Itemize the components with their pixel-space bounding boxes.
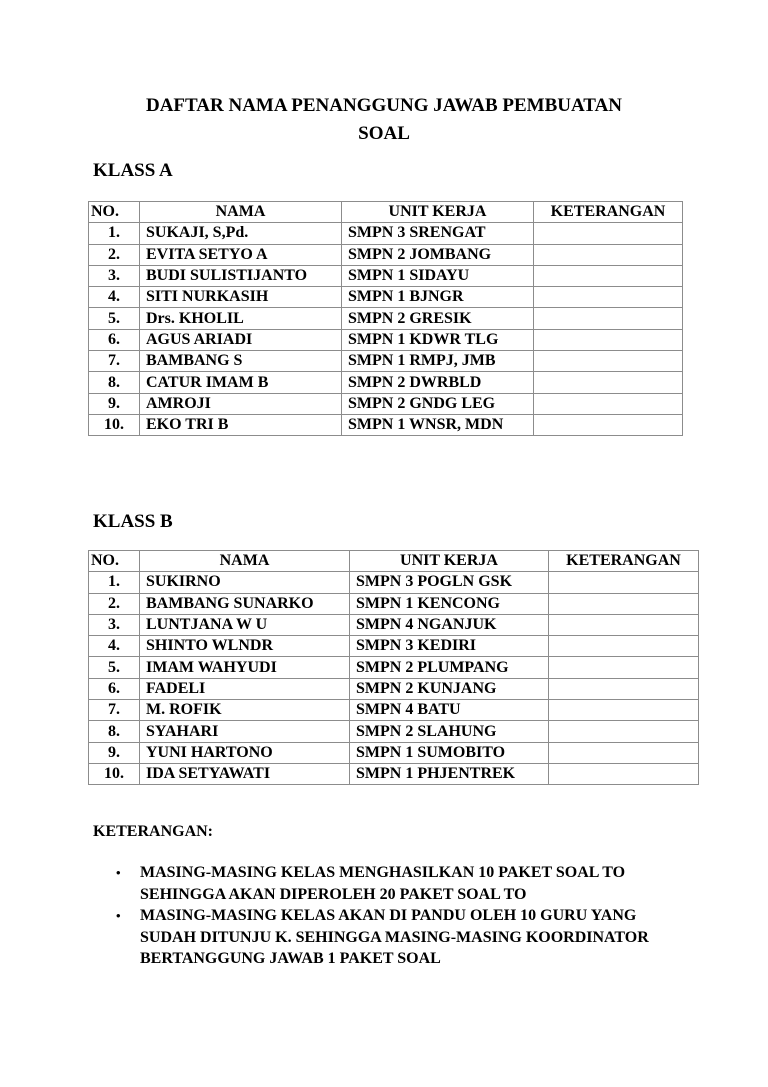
list-item-text: MASING-MASING KELAS AKAN DI PANDU OLEH 10 GURU YANG SUDAH DITUNJU K. SEHINGGA MASING-MASING KOORDINATOR BERTANGGUNG JAWAB 1 PAKET SOAL <box>140 907 649 967</box>
cell-nama: SYAHARI <box>140 721 350 742</box>
table-row <box>89 700 699 721</box>
page-title <box>100 92 668 148</box>
cell-keterangan <box>534 308 683 329</box>
table-row <box>89 572 699 593</box>
cell-unit-kerja: SMPN 1 SIDAYU <box>342 265 534 286</box>
cell-no: 2. <box>89 244 140 265</box>
table-row <box>89 614 699 635</box>
cell-keterangan <box>534 414 683 435</box>
cell-nama: YUNI HARTONO <box>140 742 350 763</box>
cell-no: 8. <box>89 372 140 393</box>
cell-no: 10. <box>89 414 140 435</box>
list-item <box>116 905 696 970</box>
cell-unit-kerja: SMPN 1 BJNGR <box>342 287 534 308</box>
cell-no: 5. <box>89 308 140 329</box>
cell-nama: EVITA SETYO A <box>140 244 342 265</box>
table-row <box>89 742 699 763</box>
cell-unit-kerja: SMPN 4 BATU <box>350 700 549 721</box>
cell-no: 1. <box>89 223 140 244</box>
table-klass-a <box>88 201 683 436</box>
cell-keterangan <box>534 265 683 286</box>
header-keterangan: KETERANGAN <box>534 202 683 223</box>
cell-unit-kerja: SMPN 2 GNDG LEG <box>342 393 534 414</box>
table-row <box>89 593 699 614</box>
cell-keterangan <box>549 678 699 699</box>
cell-unit-kerja: SMPN 1 RMPJ, JMB <box>342 351 534 372</box>
cell-keterangan <box>549 700 699 721</box>
bullet-icon: • <box>116 865 121 880</box>
cell-nama: AMROJI <box>140 393 342 414</box>
cell-keterangan <box>549 593 699 614</box>
title-line-2: SOAL <box>358 123 410 144</box>
header-nama: NAMA <box>140 202 342 223</box>
cell-keterangan <box>534 393 683 414</box>
table-row <box>89 414 683 435</box>
cell-keterangan <box>534 351 683 372</box>
cell-no: 6. <box>89 678 140 699</box>
header-no: NO. <box>89 551 140 572</box>
cell-no: 1. <box>89 572 140 593</box>
header-unit-kerja: UNIT KERJA <box>350 551 549 572</box>
cell-nama: IDA SETYAWATI <box>140 763 350 784</box>
cell-unit-kerja: SMPN 2 JOMBANG <box>342 244 534 265</box>
section-a-heading: KLASS A <box>93 160 173 181</box>
table-row <box>89 308 683 329</box>
cell-nama: SITI NURKASIH <box>140 287 342 308</box>
table-header-row <box>89 551 699 572</box>
cell-unit-kerja: SMPN 1 PHJENTREK <box>350 763 549 784</box>
cell-no: 4. <box>89 287 140 308</box>
cell-nama: SHINTO WLNDR <box>140 636 350 657</box>
header-unit-kerja: UNIT KERJA <box>342 202 534 223</box>
table-row <box>89 393 683 414</box>
cell-nama: EKO TRI B <box>140 414 342 435</box>
table-row <box>89 636 699 657</box>
keterangan-heading: KETERANGAN: <box>93 823 214 840</box>
cell-keterangan <box>534 329 683 350</box>
cell-keterangan <box>534 244 683 265</box>
cell-unit-kerja: SMPN 2 KUNJANG <box>350 678 549 699</box>
cell-keterangan <box>549 657 699 678</box>
cell-keterangan <box>534 372 683 393</box>
cell-unit-kerja: SMPN 2 DWRBLD <box>342 372 534 393</box>
cell-keterangan <box>549 763 699 784</box>
header-keterangan: KETERANGAN <box>549 551 699 572</box>
table-row <box>89 244 683 265</box>
cell-no: 7. <box>89 700 140 721</box>
cell-unit-kerja: SMPN 2 GRESIK <box>342 308 534 329</box>
cell-nama: FADELI <box>140 678 350 699</box>
cell-nama: SUKIRNO <box>140 572 350 593</box>
keterangan-list <box>116 862 696 970</box>
cell-unit-kerja: SMPN 3 KEDIRI <box>350 636 549 657</box>
header-no: NO. <box>89 202 140 223</box>
table-header-row <box>89 202 683 223</box>
cell-no: 10. <box>89 763 140 784</box>
cell-nama: Drs. KHOLIL <box>140 308 342 329</box>
table-row <box>89 265 683 286</box>
cell-keterangan <box>534 287 683 308</box>
cell-nama: LUNTJANA W U <box>140 614 350 635</box>
cell-keterangan <box>549 742 699 763</box>
header-nama: NAMA <box>140 551 350 572</box>
bullet-icon: • <box>116 908 121 923</box>
section-b-heading: KLASS B <box>93 511 173 532</box>
cell-keterangan <box>549 614 699 635</box>
cell-no: 4. <box>89 636 140 657</box>
cell-nama: BAMBANG S <box>140 351 342 372</box>
cell-no: 9. <box>89 742 140 763</box>
cell-nama: BUDI SULISTIJANTO <box>140 265 342 286</box>
table-klass-b <box>88 550 699 785</box>
cell-keterangan <box>549 572 699 593</box>
cell-unit-kerja: SMPN 2 PLUMPANG <box>350 657 549 678</box>
list-item <box>116 862 696 905</box>
cell-no: 8. <box>89 721 140 742</box>
cell-no: 6. <box>89 329 140 350</box>
cell-unit-kerja: SMPN 3 SRENGAT <box>342 223 534 244</box>
cell-keterangan <box>549 721 699 742</box>
cell-no: 3. <box>89 614 140 635</box>
cell-nama: SUKAJI, S,Pd. <box>140 223 342 244</box>
cell-unit-kerja: SMPN 2 SLAHUNG <box>350 721 549 742</box>
cell-no: 5. <box>89 657 140 678</box>
cell-no: 9. <box>89 393 140 414</box>
cell-unit-kerja: SMPN 1 SUMOBITO <box>350 742 549 763</box>
cell-unit-kerja: SMPN 1 KDWR TLG <box>342 329 534 350</box>
cell-nama: CATUR IMAM B <box>140 372 342 393</box>
cell-no: 3. <box>89 265 140 286</box>
cell-unit-kerja: SMPN 4 NGANJUK <box>350 614 549 635</box>
cell-keterangan <box>534 223 683 244</box>
table-row <box>89 372 683 393</box>
table-row <box>89 329 683 350</box>
table-row <box>89 678 699 699</box>
cell-unit-kerja: SMPN 1 WNSR, MDN <box>342 414 534 435</box>
cell-unit-kerja: SMPN 3 POGLN GSK <box>350 572 549 593</box>
table-row <box>89 223 683 244</box>
list-item-text: MASING-MASING KELAS MENGHASILKAN 10 PAKET SOAL TO SEHINGGA AKAN DIPEROLEH 20 PAKET SOAL TO <box>140 864 626 903</box>
cell-nama: IMAM WAHYUDI <box>140 657 350 678</box>
cell-no: 2. <box>89 593 140 614</box>
cell-nama: M. ROFIK <box>140 700 350 721</box>
table-row <box>89 287 683 308</box>
table-row <box>89 763 699 784</box>
cell-keterangan <box>549 636 699 657</box>
table-row <box>89 721 699 742</box>
cell-nama: BAMBANG SUNARKO <box>140 593 350 614</box>
table-row <box>89 351 683 372</box>
cell-no: 7. <box>89 351 140 372</box>
cell-nama: AGUS ARIADI <box>140 329 342 350</box>
table-row <box>89 657 699 678</box>
cell-unit-kerja: SMPN 1 KENCONG <box>350 593 549 614</box>
title-line-1: DAFTAR NAMA PENANGGUNG JAWAB PEMBUATAN <box>145 95 623 116</box>
